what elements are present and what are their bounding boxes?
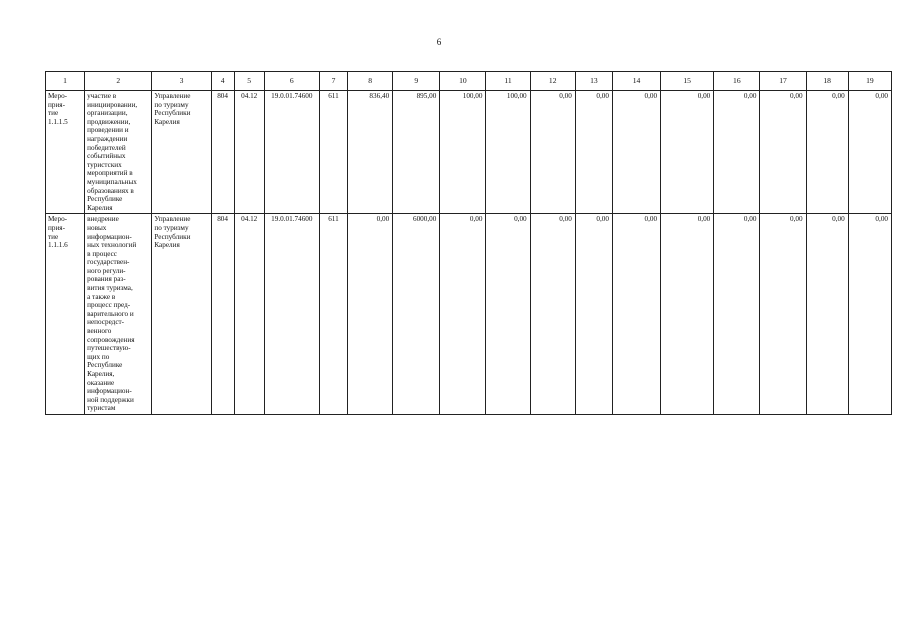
amount-cell: 895,00 — [393, 91, 440, 214]
column-header: 8 — [348, 72, 393, 91]
expense-type-cell: 611 — [319, 91, 347, 214]
amount-cell: 0,00 — [486, 214, 530, 415]
budget-table — [45, 71, 892, 415]
activity-name-cell: Меро- прия- тие 1.1.1.6 — [46, 214, 85, 415]
column-header: 7 — [319, 72, 347, 91]
amount-cell: 0,00 — [575, 214, 612, 415]
column-header: 5 — [234, 72, 264, 91]
amount-cell: 6000,00 — [393, 214, 440, 415]
activity-name-cell: Меро- прия- тие 1.1.1.5 — [46, 91, 85, 214]
column-header: 3 — [152, 72, 211, 91]
grbs-code-cell: 804 — [211, 214, 234, 415]
executor-cell: Управление по туризму Республики Карелия — [152, 214, 211, 415]
amount-cell: 100,00 — [486, 91, 530, 214]
amount-cell: 100,00 — [440, 91, 486, 214]
amount-cell: 0,00 — [806, 214, 848, 415]
column-header: 1 — [46, 72, 85, 91]
activity-description-cell: участие в инициировании, организации, продвижении, проведении и награждении победителей событийных туристских мероприятий в муниципальных образованиях в Республике Карелия — [85, 91, 152, 214]
page-number: 6 — [436, 37, 442, 47]
amount-cell: 0,00 — [612, 91, 660, 214]
column-header: 4 — [211, 72, 234, 91]
column-header: 12 — [530, 72, 575, 91]
table-row — [46, 91, 892, 214]
section-code-cell: 04.12 — [234, 214, 264, 415]
amount-cell: 0,00 — [714, 91, 760, 214]
executor-cell: Управление по туризму Республики Карелия — [152, 91, 211, 214]
column-header: 9 — [393, 72, 440, 91]
amount-cell: 0,00 — [848, 91, 891, 214]
column-header: 15 — [661, 72, 714, 91]
amount-cell: 836,40 — [348, 91, 393, 214]
section-code-cell: 04.12 — [234, 91, 264, 214]
target-article-cell: 19.0.01.74600 — [264, 214, 319, 415]
amount-cell: 0,00 — [612, 214, 660, 415]
amount-cell: 0,00 — [661, 91, 714, 214]
activity-description-cell: внедрение новых информацион- ных технологий в процесс государствен- ного регули- рования раз- вития туризма, а также в процесс пред- варительного и непосредст- венного сопровождения путешествую- щих по Республике Карелия, оказание информацион- ной поддержки туристам — [85, 214, 152, 415]
column-header: 10 — [440, 72, 486, 91]
column-header: 14 — [612, 72, 660, 91]
header-row — [46, 72, 892, 91]
amount-cell: 0,00 — [575, 91, 612, 214]
column-header: 6 — [264, 72, 319, 91]
amount-cell: 0,00 — [714, 214, 760, 415]
column-header: 18 — [806, 72, 848, 91]
amount-cell: 0,00 — [530, 214, 575, 415]
target-article-cell: 19.0.01.74600 — [264, 91, 319, 214]
column-header: 16 — [714, 72, 760, 91]
amount-cell: 0,00 — [661, 214, 714, 415]
amount-cell: 0,00 — [530, 91, 575, 214]
amount-cell: 0,00 — [440, 214, 486, 415]
amount-cell: 0,00 — [848, 214, 891, 415]
amount-cell: 0,00 — [760, 91, 806, 214]
column-header: 11 — [486, 72, 530, 91]
table-row — [46, 214, 892, 415]
amount-cell: 0,00 — [760, 214, 806, 415]
grbs-code-cell: 804 — [211, 91, 234, 214]
column-header: 13 — [575, 72, 612, 91]
column-header: 17 — [760, 72, 806, 91]
amount-cell: 0,00 — [348, 214, 393, 415]
expense-type-cell: 611 — [319, 214, 347, 415]
column-header: 2 — [85, 72, 152, 91]
amount-cell: 0,00 — [806, 91, 848, 214]
column-header: 19 — [848, 72, 891, 91]
